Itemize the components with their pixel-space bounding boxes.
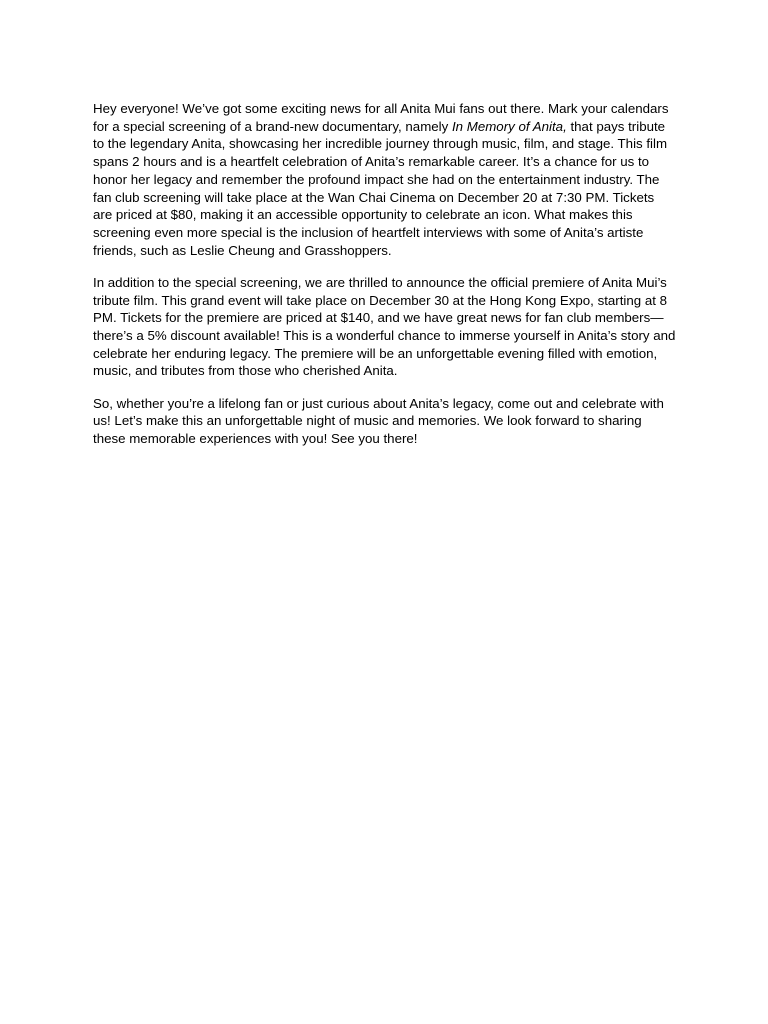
document-body bbox=[93, 100, 677, 448]
paragraph-text: that pays tribute to the legendary Anita, showcasing her incredible journey through music, film, and stage. This film spans 2 hours and is a heartfelt celebration of Anita’s remarkable career. It’s a chance for us to honor her legacy and remember the profound impact she had on the entertainment industry. The fan club screening will take place at the Wan Chai Cinema on December 20 at 7:30 PM. Tickets are priced at $80, making it an accessible opportunity to celebrate an icon. What makes this screening even more special is the inclusion of heartfelt interviews with some of Anita’s artiste friends, such as Leslie Cheung and Grasshoppers. bbox=[93, 118, 668, 258]
paragraph-screening-announcement bbox=[93, 100, 677, 259]
paragraph-premiere-announcement: In addition to the special screening, we are thrilled to announce the official premiere of Anita Mui’s tribute film. This grand event will take place on December 30 at the Hong Kong Expo, starting at 8 PM. Tickets for the premiere are priced at $140, and we have great news for fan club members—there’s a 5% discount available! This is a wonderful chance to immerse yourself in Anita’s story and celebrate her enduring legacy. The premiere will be an unforgettable evening filled with emotion, music, and tributes from those who cherished Anita. bbox=[93, 274, 676, 379]
paragraph-closing: So, whether you’re a lifelong fan or just curious about Anita’s legacy, come out and celebrate with us! Let’s make this an unforgettable night of music and memories. We look forward to sharing these memorable experiences with you! See you there! bbox=[93, 395, 664, 446]
documentary-title: In Memory of Anita, bbox=[451, 118, 567, 134]
paragraph-text: Hey everyone! We’ve got some exciting news for all Anita Mui fans out there. Mark your calendars for a special screening of a brand-new documentary, namely bbox=[93, 101, 669, 134]
